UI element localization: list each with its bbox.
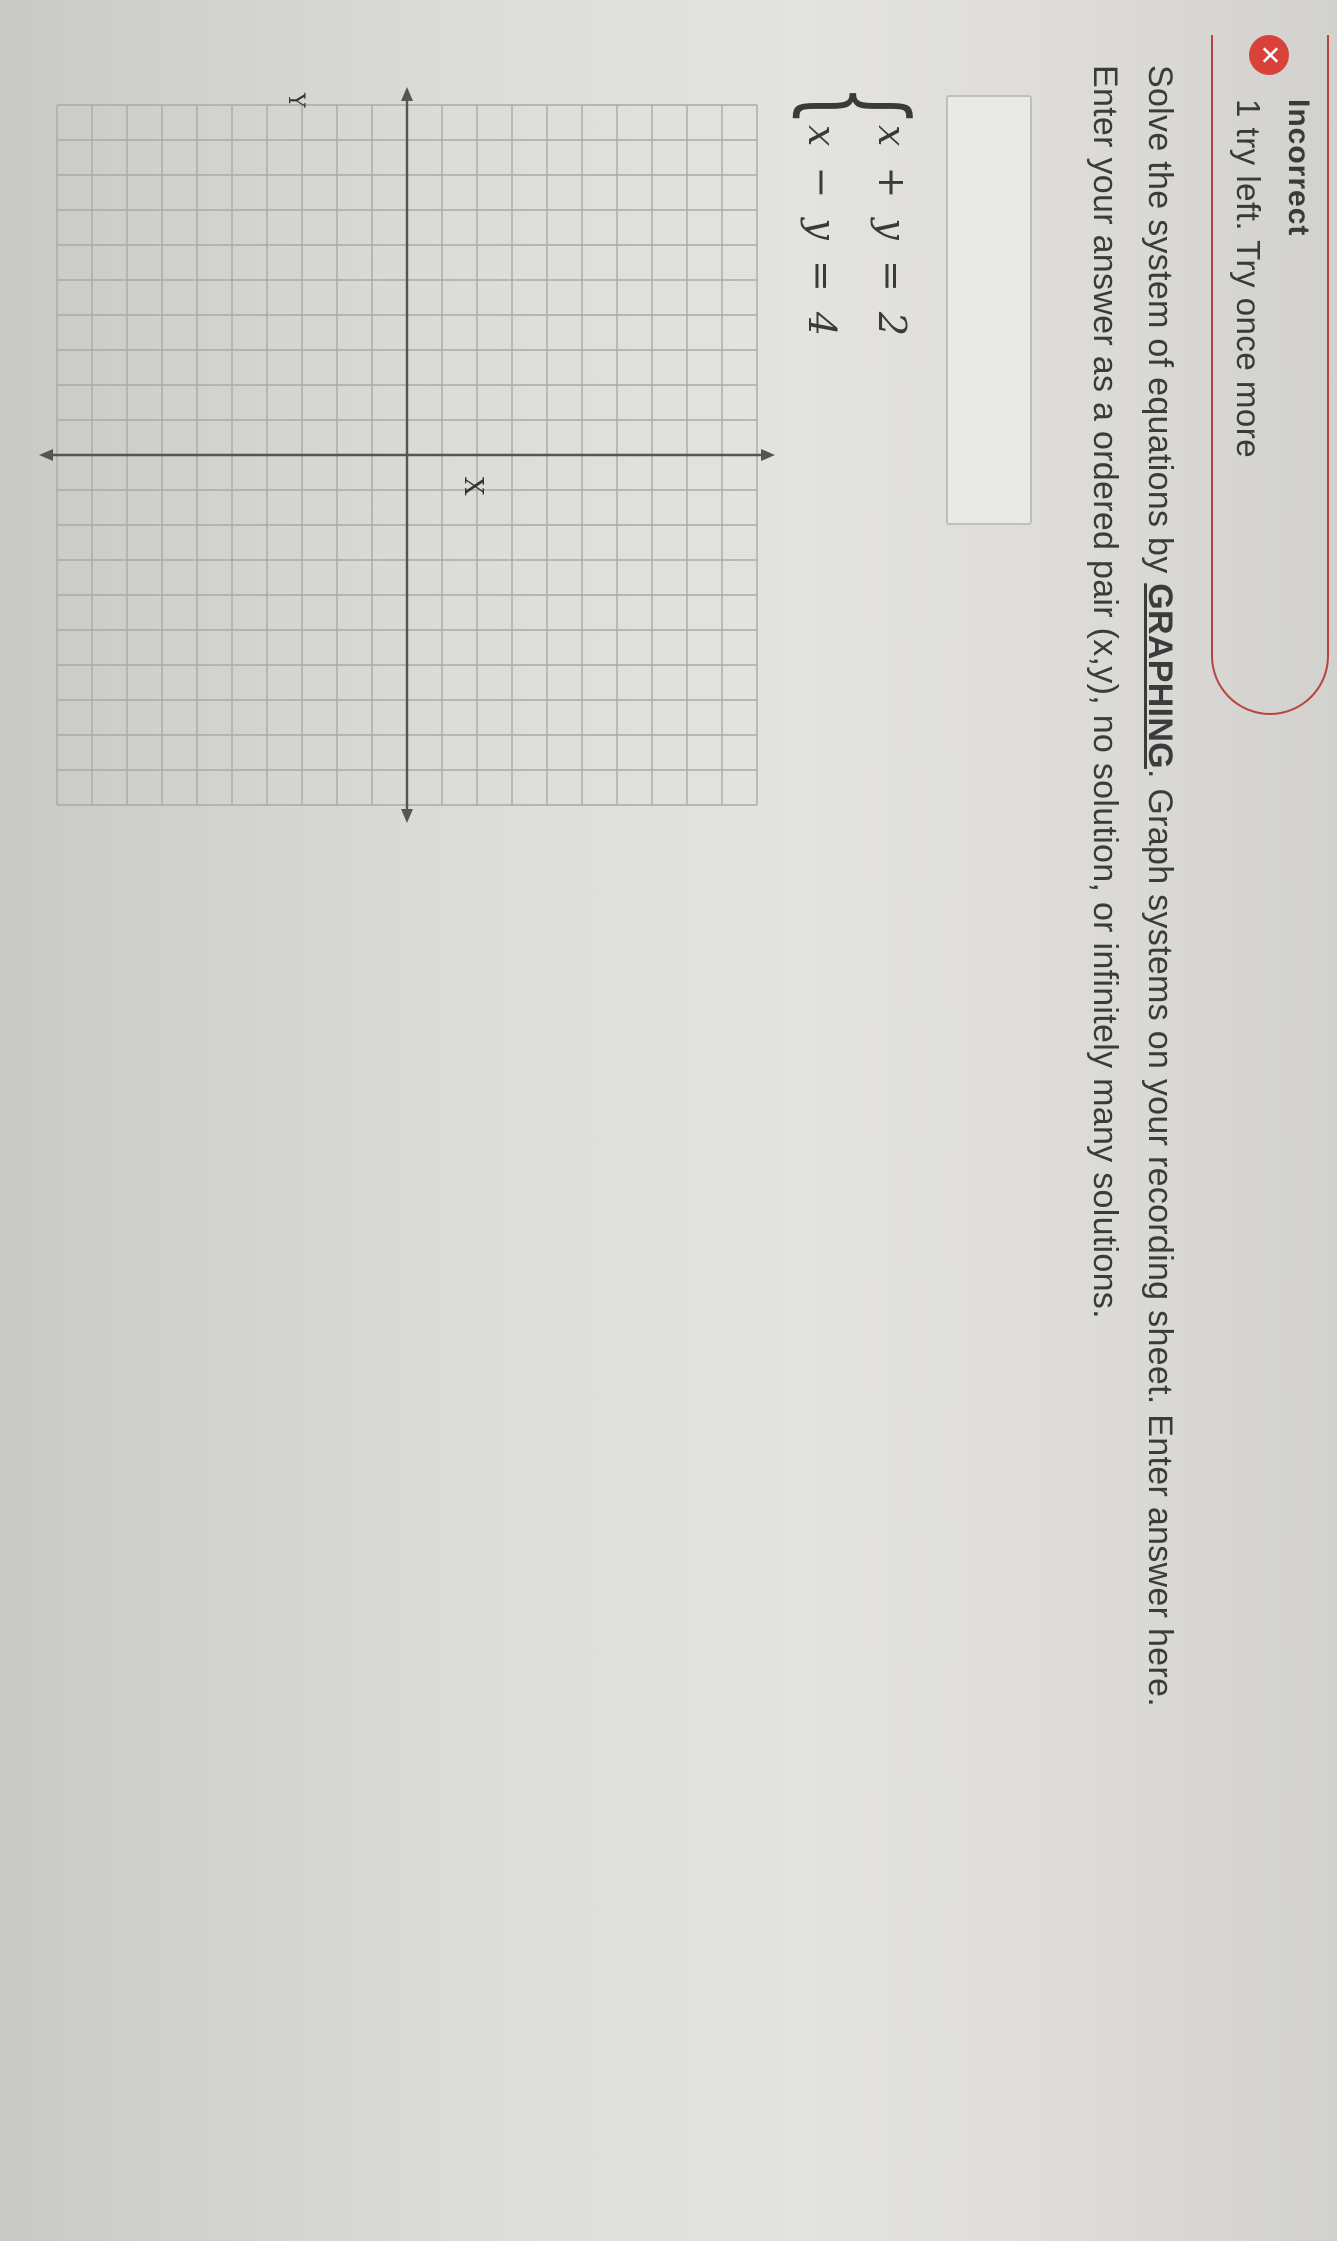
equation-1: x + y = 2 bbox=[870, 125, 914, 337]
brace-symbol: { bbox=[783, 85, 935, 127]
coordinate-grid[interactable] bbox=[17, 85, 777, 825]
feedback-banner bbox=[1211, 35, 1329, 715]
y-axis-arrow-end bbox=[39, 449, 53, 461]
x-mark-icon: ✕ bbox=[1249, 35, 1289, 75]
axes bbox=[39, 87, 775, 823]
instruction-emphasis: GRAPHING bbox=[1141, 583, 1179, 769]
x-axis-arrow-end bbox=[401, 809, 413, 823]
instruction-text-2: . Graph systems on your recording sheet. Enter answer here. bbox=[1141, 768, 1179, 1707]
instruction-line-1 bbox=[1132, 65, 1187, 2115]
question-instructions bbox=[1077, 65, 1187, 2115]
y-axis-label: Y bbox=[283, 93, 308, 108]
equation-2: x − y = 4 bbox=[800, 125, 844, 337]
x-axis-label: X bbox=[458, 477, 488, 496]
feedback-message: 1 try left. Try once more bbox=[1230, 99, 1267, 459]
feedback-status: Incorrect bbox=[1282, 99, 1315, 237]
instruction-line-2: Enter your answer as a ordered pair (x,y), no solution, or infinitely many solutions. bbox=[1086, 65, 1124, 1319]
instruction-text-1: Solve the system of equations by bbox=[1141, 65, 1179, 584]
answer-input[interactable] bbox=[946, 95, 1032, 525]
x-axis-arrow-start bbox=[401, 87, 413, 101]
y-axis-arrow-start bbox=[761, 449, 775, 461]
